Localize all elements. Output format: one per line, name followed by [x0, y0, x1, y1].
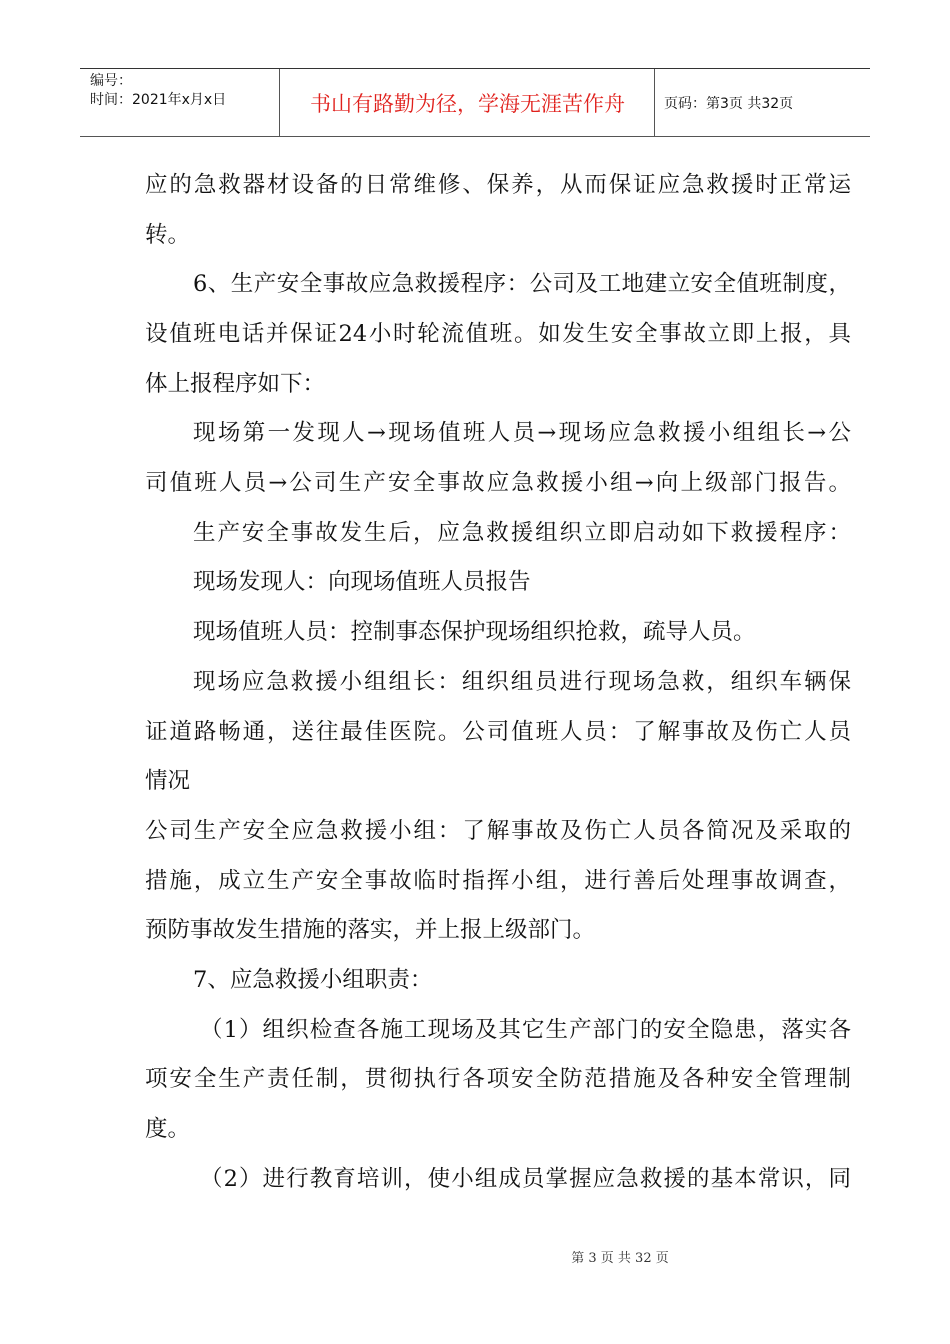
- body-line: （1）组织检查各施工现场及其它生产部门的安全隐患，落实各: [200, 1017, 851, 1043]
- body-line: 预防事故发生措施的落实，并上报上级部门。: [145, 917, 596, 943]
- body-line: 情况: [145, 768, 191, 794]
- body-line: 7、应急救援小组职责：: [193, 967, 433, 993]
- body-line: 现场发现人：向现场值班人员报告: [193, 569, 531, 595]
- document-header: [80, 68, 870, 137]
- body-line: 度。: [145, 1116, 191, 1142]
- body-line: （2）进行教育培训，使小组成员掌握应急救援的基本常识，同: [200, 1166, 851, 1192]
- body-line: 现场第一发现人→现场值班人员→现场应急救援小组组长→公: [193, 420, 851, 446]
- body-line: 体上报程序如下：: [145, 371, 326, 397]
- body-line: 生产安全事故发生后，应急救援组织立即启动如下救援程序：: [193, 520, 851, 546]
- document-number-label: 编号：: [90, 73, 132, 89]
- body-line: 司值班人员→公司生产安全事故应急救援小组→向上级部门报告。: [145, 470, 851, 496]
- body-line: 设值班电话并保证24小时轮流值班。如发生安全事故立即上报，具: [145, 321, 851, 347]
- body-line: 现场值班人员：控制事态保护现场组织抢救，疏导人员。: [193, 619, 756, 645]
- body-line: 证道路畅通，送往最佳医院。公司值班人员：了解事故及伤亡人员: [145, 719, 851, 745]
- header-meta: [80, 69, 280, 136]
- page-footer: 第 3 页 共 32 页: [571, 1251, 669, 1266]
- body-line: 转。: [145, 222, 191, 248]
- body-line: 现场应急救援小组组长：组织组员进行现场急救，组织车辆保: [193, 669, 851, 695]
- body-line: 6、生产安全事故应急救援程序：公司及工地建立安全值班制度，: [193, 271, 851, 297]
- body-line: 应的急救器材设备的日常维修、保养，从而保证应急救援时正常运: [145, 172, 851, 198]
- header-page-info: 页码：第3页 共32页: [664, 95, 794, 112]
- body-line: 项安全生产责任制，贯彻执行各项安全防范措施及各种安全管理制: [145, 1066, 851, 1092]
- document-date: 时间：2021年x月x日: [90, 92, 227, 108]
- body-line: 公司生产安全应急救援小组：了解事故及伤亡人员各简况及采取的: [145, 818, 851, 844]
- body-line: 措施，成立生产安全事故临时指挥小组，进行善后处理事故调查，: [145, 868, 851, 894]
- header-motto: 书山有路勤为径，学海无涯苦作舟: [281, 69, 655, 136]
